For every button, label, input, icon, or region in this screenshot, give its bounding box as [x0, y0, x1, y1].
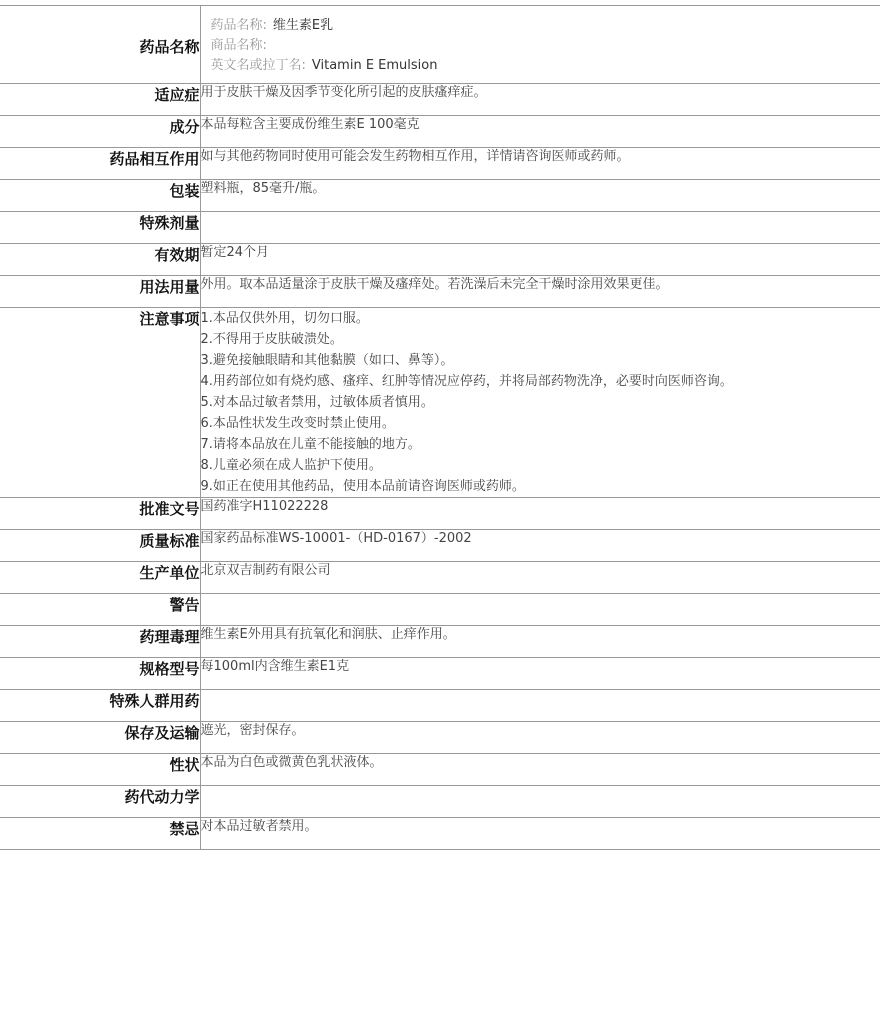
english-name-label: 英文名或拉丁名:: [210, 58, 306, 73]
row-value: 塑料瓶，85毫升/瓶。: [200, 180, 880, 212]
row-label: 批准文号: [0, 498, 200, 530]
row-pharmacology: [0, 626, 880, 658]
row-value: 本品每粒含主要成份维生素E 100毫克: [200, 116, 880, 148]
row-label: 用法用量: [0, 276, 200, 308]
precaution-list: [201, 308, 756, 497]
row-precautions: [0, 308, 880, 498]
english-name-line: [211, 56, 871, 76]
row-value: 外用。取本品适量涂于皮肤干燥及瘙痒处。若洗澡后未完全干燥时涂用效果更佳。: [200, 276, 880, 308]
drug-info-table: [0, 5, 880, 850]
row-value: 对本品过敏者禁用。: [200, 818, 880, 850]
list-item: 1.本品仅供外用，切勿口服。: [200, 311, 369, 326]
row-value: [200, 690, 880, 722]
row-value: 如与其他药物同时使用可能会发生药物相互作用，详情请咨询医师或药师。: [200, 148, 880, 180]
row-label: 药代动力学: [0, 786, 200, 818]
trade-name-line: [211, 36, 871, 56]
list-item: 3.避免接触眼睛和其他黏膜（如口、鼻等）。: [200, 353, 454, 368]
row-packaging: [0, 180, 880, 212]
row-value: [200, 786, 880, 818]
row-drug-name: [0, 6, 880, 84]
row-manufacturer: [0, 562, 880, 594]
row-validity: [0, 244, 880, 276]
drug-name-value: 维生素E乳: [272, 18, 334, 33]
row-label: 特殊剂量: [0, 212, 200, 244]
row-value: [200, 212, 880, 244]
row-ingredients: [0, 116, 880, 148]
row-label: 成分: [0, 116, 200, 148]
row-value: 本品为白色或微黄色乳状液体。: [200, 754, 880, 786]
row-label: 生产单位: [0, 562, 200, 594]
drug-name-label: 药品名称:: [210, 18, 267, 33]
row-label: 有效期: [0, 244, 200, 276]
list-item: 5.对本品过敏者禁用，过敏体质者慎用。: [200, 395, 434, 410]
list-item: 8.儿童必须在成人监护下使用。: [200, 458, 382, 473]
row-value: [200, 594, 880, 626]
list-item: 7.请将本品放在儿童不能接触的地方。: [200, 437, 421, 452]
row-value: [200, 6, 880, 84]
row-value: 国家药品标准WS-10001-（HD-0167）-2002: [200, 530, 880, 562]
row-special-population: [0, 690, 880, 722]
row-label: 适应症: [0, 84, 200, 116]
row-label: 注意事项: [0, 308, 200, 498]
row-storage: [0, 722, 880, 754]
row-contraindications: [0, 818, 880, 850]
row-appearance: [0, 754, 880, 786]
row-value: 暂定24个月: [200, 244, 880, 276]
row-special-dosage: [0, 212, 880, 244]
row-label: 禁忌: [0, 818, 200, 850]
english-name-value: Vitamin E Emulsion: [311, 58, 438, 73]
row-label: 药理毒理: [0, 626, 200, 658]
row-pharmacokinetics: [0, 786, 880, 818]
row-warning: [0, 594, 880, 626]
row-label: 质量标准: [0, 530, 200, 562]
row-value: 维生素E外用具有抗氧化和润肤、止痒作用。: [200, 626, 880, 658]
list-item: 2.不得用于皮肤破溃处。: [200, 332, 343, 347]
row-label: 规格型号: [0, 658, 200, 690]
row-label: 药品相互作用: [0, 148, 200, 180]
row-standard: [0, 530, 880, 562]
trade-name-label: 商品名称:: [210, 38, 267, 53]
row-interactions: [0, 148, 880, 180]
row-spec: [0, 658, 880, 690]
row-value: 每100ml内含维生素E1克: [200, 658, 880, 690]
list-item: 4.用药部位如有烧灼感、瘙痒、红肿等情况应停药，并将局部药物洗净，必要时向医师咨询。: [200, 374, 733, 389]
row-approval: [0, 498, 880, 530]
row-label: 保存及运输: [0, 722, 200, 754]
list-item: 9.如正在使用其他药品，使用本品前请咨询医师或药师。: [200, 479, 525, 494]
row-value: 遮光，密封保存。: [200, 722, 880, 754]
row-value: 国药准字H11022228: [200, 498, 880, 530]
row-label: 警告: [0, 594, 200, 626]
row-value: [200, 308, 880, 498]
row-label: 特殊人群用药: [0, 690, 200, 722]
row-value: 用于皮肤干燥及因季节变化所引起的皮肤瘙痒症。: [200, 84, 880, 116]
row-label: 性状: [0, 754, 200, 786]
drug-name-line: [211, 16, 871, 36]
row-label: 包装: [0, 180, 200, 212]
list-item: 6.本品性状发生改变时禁止使用。: [200, 416, 395, 431]
row-value: 北京双吉制药有限公司: [200, 562, 880, 594]
row-label: 药品名称: [0, 6, 200, 84]
row-usage: [0, 276, 880, 308]
row-indications: [0, 84, 880, 116]
